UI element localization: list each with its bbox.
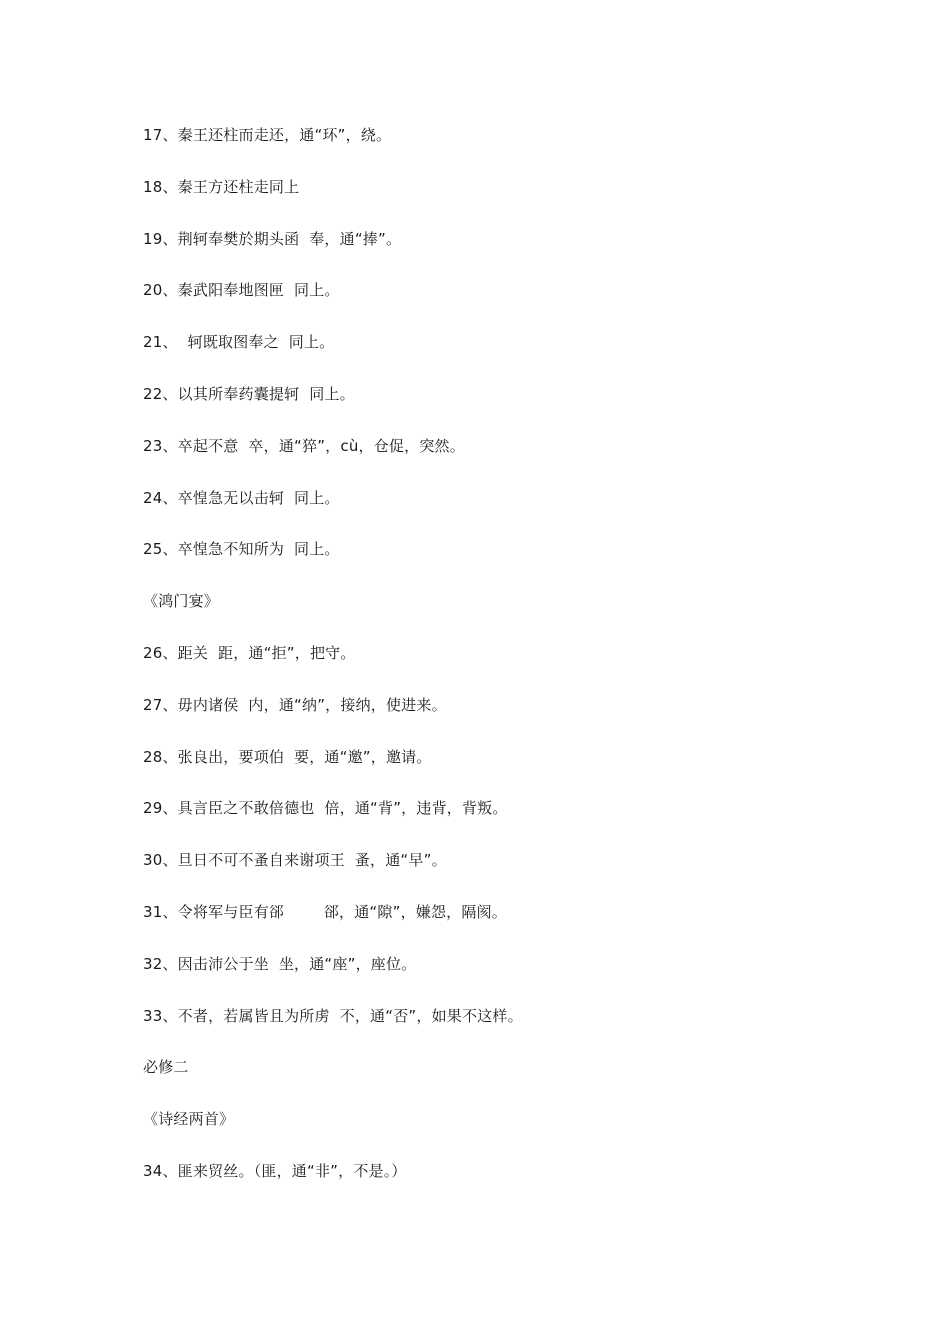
- line-30: 30、旦日不可不蚤自来谢项王 蚤，通“早”。: [143, 851, 447, 870]
- line-21: 21、 轲既取图奉之 同上。: [143, 333, 335, 352]
- line-27: 27、毋内诸侯 内，通“纳”，接纳，使进来。: [143, 695, 447, 714]
- line-32: 32、因击沛公于坐 坐，通“座”，座位。: [143, 954, 417, 973]
- line-25: 25、卒惶急不知所为 同上。: [143, 540, 340, 559]
- section-heading-bixiu-er: 必修二: [143, 1058, 189, 1077]
- line-34: 34、匪来贸丝。（匪，通“非”，不是。）: [143, 1161, 407, 1180]
- line-18: 18、秦王方还柱走同上: [143, 177, 300, 196]
- line-26: 26、距关 距，通“拒”，把守。: [143, 643, 356, 662]
- line-29: 29、具言臣之不敢倍德也 倍，通“背”，违背，背叛。: [143, 799, 508, 818]
- line-22: 22、以其所奉药囊提轲 同上。: [143, 384, 355, 403]
- line-17: 17、秦王还柱而走还，通“环”，绕。: [143, 126, 392, 144]
- section-heading-hongmenyan: 《鸿门宴》: [143, 592, 220, 611]
- line-23: 23、卒起不意 卒，通“猝”，cù，仓促，突然。: [143, 436, 465, 455]
- line-33: 33、不者，若属皆且为所虏 不，通“否”，如果不这样。: [143, 1006, 523, 1025]
- line-19: 19、荆轲奉樊於期头函 奉，通“捧”。: [143, 229, 402, 248]
- line-31: 31、令将军与臣有郤 郤，通“隙”，嫌怨，隔阂。: [143, 902, 507, 921]
- annotation-list: [143, 124, 903, 1212]
- line-20: 20、秦武阳奉地图匣 同上。: [143, 281, 340, 300]
- line-28: 28、张良出，要项伯 要，通“邀”，邀请。: [143, 747, 432, 766]
- line-24: 24、卒惶急无以击轲 同上。: [143, 488, 340, 507]
- section-heading-shijing: 《诗经两首》: [143, 1110, 235, 1129]
